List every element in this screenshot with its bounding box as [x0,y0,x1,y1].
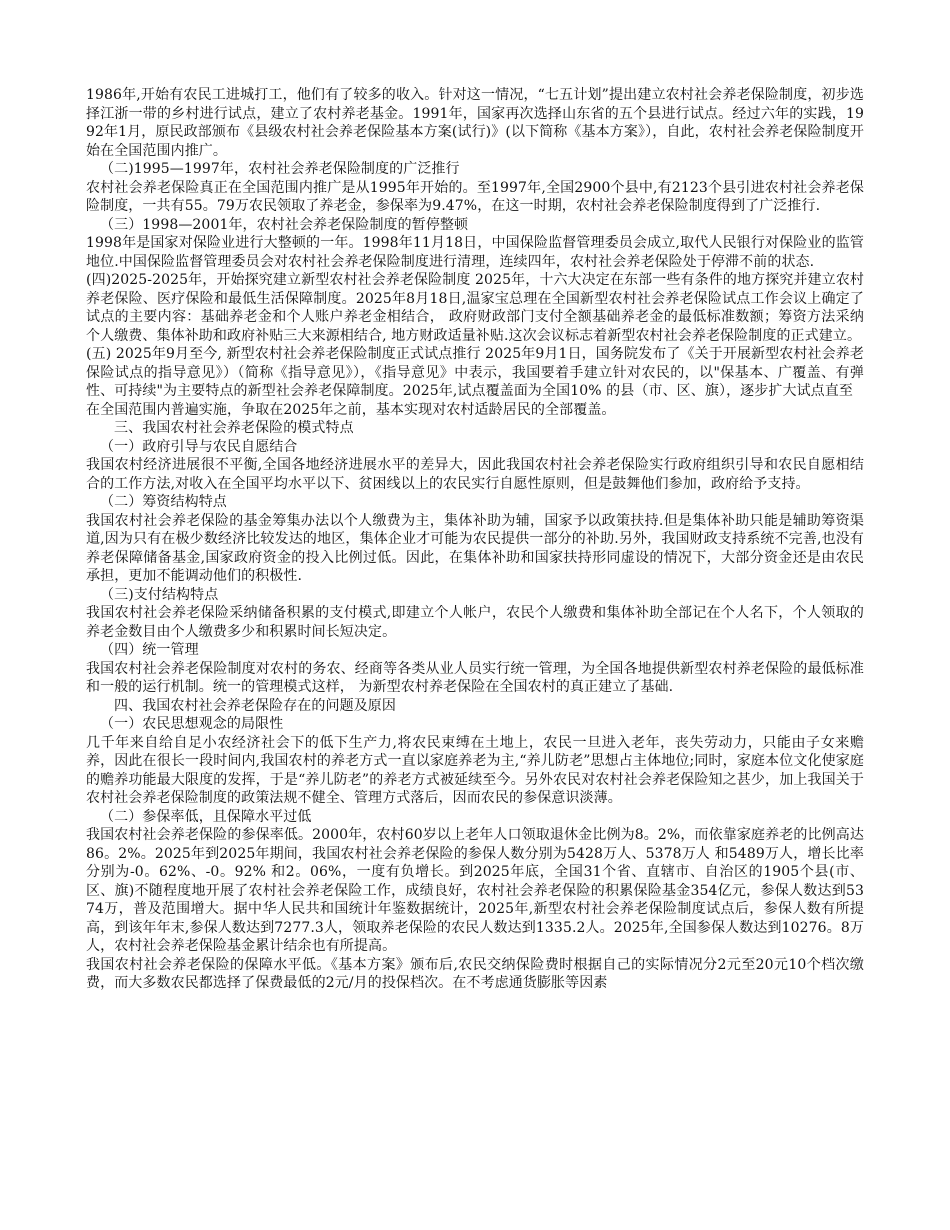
section-heading: （二)1995—1997年，农村社会养老保险制度的广泛推行 [100,161,460,177]
body-paragraph: 1986年,开始有农民工进城打工，他们有了较多的收入。针对这一情况，“七五计划”提出建立农村社会养老保险制度，初步选择江浙一带的乡村进行试点，建立了农村养老基金。1991年，国家再次选择山东省的五个县进行试点。经过六年的实践，1992年1月，原民政部颁布《县级农村社会养老保险基本方案(试行)》(以下简称《基本方案》），自此，农村社会养老保险制度开始在全国范围内推广。 [86,87,864,159]
body-paragraph: 我国农村社会养老保险采纳储备积累的支付模式,即建立个人帐户，农民个人缴费和集体补助全部记在个人名下，个人领取的养老金数目由个人缴费多少和积累时间长短决定。 [86,605,864,640]
section-heading: （四）统一管理 [100,642,199,658]
section-heading: （二）筹资结构特点 [100,494,227,510]
body-paragraph: 1998年是国家对保险业进行大整顿的一年。1998年11月18日，中国保险监督管理委员会成立,取代人民银行对保险业的监管地位.中国保险监督管理委员会对农村社会养老保险制度进行清理，连续四年，农村社会养老保险处于停滞不前的状态. [86,235,864,270]
section-heading: （二）参保率低，且保障水平过低 [100,808,312,825]
body-paragraph: 几千年来自给自足小农经济社会下的低下生产力,将农民束缚在土地上，农民一旦进入老年，丧失劳动力，只能由子女来赡养，因此在很长一段时间内,我国农村的养老方式一直以家庭养老为主,“养儿防老”思想占主体地位;同时，家庭本位文化使家庭的赡养功能最大限度的发挥，于是“养儿防老”的养老方式被延续至今。另外农民对农村社会养老保险知之甚少，加上我国关于农村社会养老保险制度的政策法规不健全、管理方式落后，因而农民的参保意识淡薄。 [86,734,864,806]
section-heading: （三）1998—2001年，农村社会养老保险制度的暂停整顿 [100,216,469,233]
body-paragraph: 我国农村社会养老保险的基金筹集办法以个人缴费为主，集体补助为辅，国家予以政策扶持.但是集体补助只能是辅助筹资渠道,因为只有在极少数经济比较发达的地区，集体企业才可能为农民提供一部分的补助.另外，我国财政支持系统不完善,也没有养老保障储备基金,国家政府资金的投入比例过低。因此，在集体补助和国家扶持形同虚设的情况下，大部分资金还是由农民承担，更加不能调动他们的积极性. [86,512,864,584]
section-heading: （三)支付结构特点 [100,586,219,603]
section-heading: 三、我国农村社会养老保险的模式特点 [114,420,354,436]
section-heading: （一）政府引导与农民自愿结合 [100,438,298,455]
body-paragraph: 我国农村社会养老保险的参保率低。2000年，农村60岁以上老年人口领取退休金比例为8。2%，而依靠家庭养老的比例高达86。2%。2025年到2025年期间，我国农村社会养老保险的参保人数分别为5428万人、5378万人 和5489万人，增长比率分别为-0。62%、-0。92% 和2。06%，一度有负增长。到2025年底，全国31个省、直辖市、自治区的1905个县(市、区、旗)不随程度地开展了农村社会养老保险工作，成绩良好，农村社会养老保险的积累保险基金354亿元，参保人数达到5374万，普及范围增大。据中华人民共和国统计年鉴数据统计，2025年,新型农村社会养老保险制度试点后，参保人数有所提高，到该年年末,参保人数达到7277.3人，领取养老保险的农民人数达到1335.2人。2025年,全国参保人数达到10276。8万人，农村社会养老保险基金累计结余也有所提高。 [86,827,864,954]
body-paragraph: 我国农村社会养老保险的保障水平低。《基本方案》颁布后,农民交纳保险费时根据自己的实际情况分2元至20元10个档次缴费，而大多数农民都选择了保费最低的2元/月的投保档次。在不考虑通货膨胀等因素 [86,956,864,991]
body-paragraph: 我国农村社会养老保险制度对农村的务农、经商等各类从业人员实行统一管理，为全国各地提供新型农村养老保险的最低标准和一般的运行机制。统一的管理模式这样， 为新型农村养老保险在全国农村的真正建立了基础. [86,660,864,695]
body-paragraph: (四)2025-2025年，开始探究建立新型农村社会养老保险制度 2025年，十六大决定在东部一些有条件的地方探究并建立农村养老保险、医疗保险和最低生活保障制度。2025年8月18日,温家宝总理在全国新型农村社会养老保险试点工作会议上确定了试点的主要内容：基础养老金和个人账户养老金相结合， 政府财政部门支付全额基础养老金的最低标准数额；筹资方法采纳个人缴费、集体补助和政府补贴三大来源相结合, 地方财政适量补贴.这次会议标志着新型农村社会养老保险制度的正式建立。 [86,272,864,344]
body-paragraph: 在全国范围内普遍实施，争取在2025年之前，基本实现对农村适龄居民的全部覆盖。 [86,401,616,418]
body-paragraph: (五) 2025年9月至今, 新型农村社会养老保险制度正式试点推行 2025年9月1日，国务院发布了《关于开展新型农村社会养老保险试点的指导意见》）（简称《指导意见》），《指导意见》中表示，我国要着手建立针对农民的，以"保基本、广覆盖、有弹性、可持续"为主要特点的新型社会养老保障制度。2025年,试点覆盖面为全国10% 的县（市、区、旗），逐步扩大试点直至 [86,346,864,399]
section-heading: （一）农民思想观念的局限性 [100,716,284,732]
body-paragraph: 我国农村经济进展很不平衡,全国各地经济进展水平的差异大，因此我国农村社会养老保险实行政府组织引导和农民自愿相结合的工作方法,对收入在全国平均水平以下、贫困线以上的农民实行自愿性原则，但是鼓舞他们参加，政府给予支持。 [86,457,864,492]
section-heading: 四、我国农村社会养老保险存在的问题及原因 [114,697,396,714]
body-paragraph: 农村社会养老保险真正在全国范围内推广是从1995年开始的。至1997年,全国2900个县中,有2123个县引进农村社会养老保险制度，一共有55。79万农民领取了养老金，参保率为9.47%，在这一时期，农村社会养老保险制度得到了广泛推行. [86,179,864,214]
